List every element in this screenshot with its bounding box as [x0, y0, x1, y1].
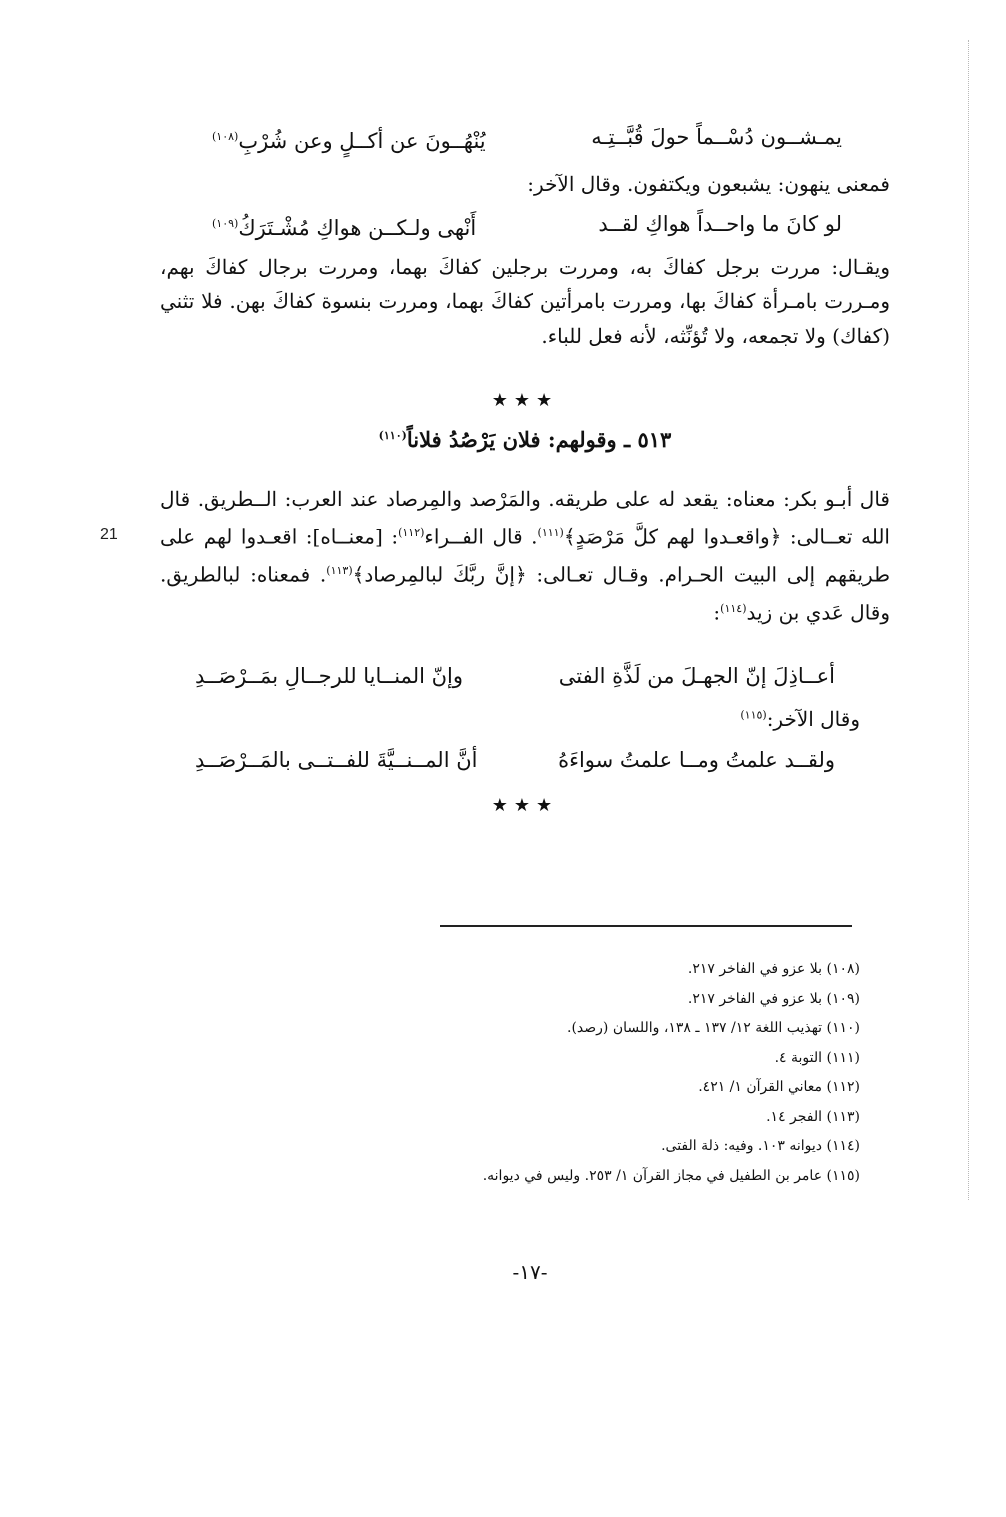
footnotes — [420, 955, 860, 1191]
prose-line-1: فمعنى ينهون: يشبعون ويكتفون. وقال الآخر: — [527, 172, 890, 196]
verse-1-first-hemistich: يمـشــون دُسْــماً حولَ قُبَّــتِـه — [591, 125, 842, 149]
paragraph-marsad-part-1: قال أبـو بكر: معناه: يقعد له على طريقه. والمَرْصد والمِرصاد عند العرب: الــطريق. قال الله تعــالى: ﴿واقعـدوا لهم كلَّ مَرْصَدٍ﴾ — [160, 487, 890, 549]
verse-4-first-hemistich: ولقــد علمتُ ومــا علمتُ سواءَهُ — [558, 748, 835, 772]
footnote-114: (١١٤) ديوانه ١٠٣. وفيه: ذلة الفتى. — [661, 1138, 860, 1154]
entry-heading-513 — [160, 427, 890, 452]
section-separator-2: ★★★ — [491, 795, 559, 816]
paragraph-marsad-part-3: : [معنــاه]: اقعـدوا لهم على طريقهم إلى البيت الحـرام. وقـال تعـالى: ﴿إنَّ ربَّكَ لبالمِرصاد﴾ — [160, 524, 890, 587]
verse-3 — [195, 662, 835, 690]
prose-line-2-text: وقال الآخر: — [766, 707, 860, 731]
footnote-divider — [440, 925, 852, 927]
footnote-ref-108: (١٠٨) — [212, 130, 239, 143]
scan-edge-line — [968, 40, 969, 1200]
section-separator-1: ★★★ — [491, 390, 559, 411]
paragraph-marsad-part-4: . فمعناه: لبالطريق. وقال عَدي بن زيد — [160, 562, 890, 625]
paragraph-kafaka: ويقـال: مررت برجل كفاكَ به، ومررت برجلين كفاكَ بهما، ومررت برجال كفاكَ بهم، ومـررت بامـرأة كفاكَ بها، ومررت بامرأتين كفاكَ بهما، ومررت بنسوة كفاكَ بهن. فلا تثني (كفاك) ولا تجمعه، ولا تُؤنِّثه، لأنه فعل للباء. — [160, 255, 890, 348]
footnote-110: (١١٠) تهذيب اللغة ١٢/ ١٣٧ ـ ١٣٨، واللسان (رصد). — [567, 1020, 860, 1036]
footnote-ref-112: (١١٢) — [398, 526, 425, 540]
entry-heading-text: ٥١٣ ـ وقولهم: فلان يَرْصُدُ فلاناً — [406, 427, 672, 452]
margin-page-number: 21 — [100, 526, 118, 543]
paragraph-marsad-part-5: : — [713, 600, 721, 625]
footnote-109: (١٠٩) بلا عزو في الفاخر ٢١٧. — [687, 990, 860, 1007]
footnote-ref-110: (١١٠) — [378, 429, 407, 442]
prose-line-2 — [740, 707, 860, 731]
footnote-ref-109: (١٠٩) — [212, 217, 239, 230]
verse-1-second-hemistich — [212, 123, 486, 155]
verse-3-second-hemistich: وإنّ المنــايا للرجــالِ بمَــرْصَــدِ — [195, 664, 463, 688]
footnote-111: (١١١) التوبة ٤. — [774, 1049, 860, 1066]
verse-2 — [212, 210, 842, 242]
footnote-112: (١١٢) معاني القرآن ١/ ٤٢١. — [698, 1079, 860, 1095]
footnote-ref-113: (١١٣) — [326, 564, 353, 578]
verse-2-second-hemistich — [212, 210, 476, 242]
footnote-ref-114: (١١٤) — [720, 602, 747, 616]
footnote-ref-115: (١١٥) — [740, 708, 767, 722]
page-number: -١٧- — [512, 1260, 548, 1284]
paragraph-marsad-part-2: . قال الفــراء — [424, 524, 538, 549]
footnote-ref-111: (١١١) — [537, 526, 564, 540]
verse-4-second-hemistich: أنَّ المــنــيَّةَ للفــتــى بالمَــرْصَــدِ — [195, 748, 478, 772]
verse-2-first-hemistich: لو كانَ ما واحــداً هواكِ لقــد — [598, 212, 842, 236]
verse-3-first-hemistich: أعــاذِلَ إنّ الجهـلَ من لَذَّةِ الفتى — [558, 664, 835, 688]
footnote-108: (١٠٨) بلا عزو في الفاخر ٢١٧. — [687, 961, 860, 977]
footnote-115: (١١٥) عامر بن الطفيل في مجاز القرآن ١/ ٢٥٣. وليس في ديوانه. — [482, 1167, 860, 1184]
verse-1-second-text: يُنْهُــونَ عن أكــلٍ وعن شُرْبِ — [238, 129, 486, 153]
verse-4 — [195, 746, 835, 774]
footnote-113: (١١٣) الفجر ١٤. — [766, 1108, 860, 1125]
paragraph-marsad — [160, 482, 890, 630]
verse-2-second-text: أَنْهى ولـكــن هواكِ مُشْـتَرَكُ — [238, 216, 477, 240]
verse-1 — [212, 123, 842, 155]
